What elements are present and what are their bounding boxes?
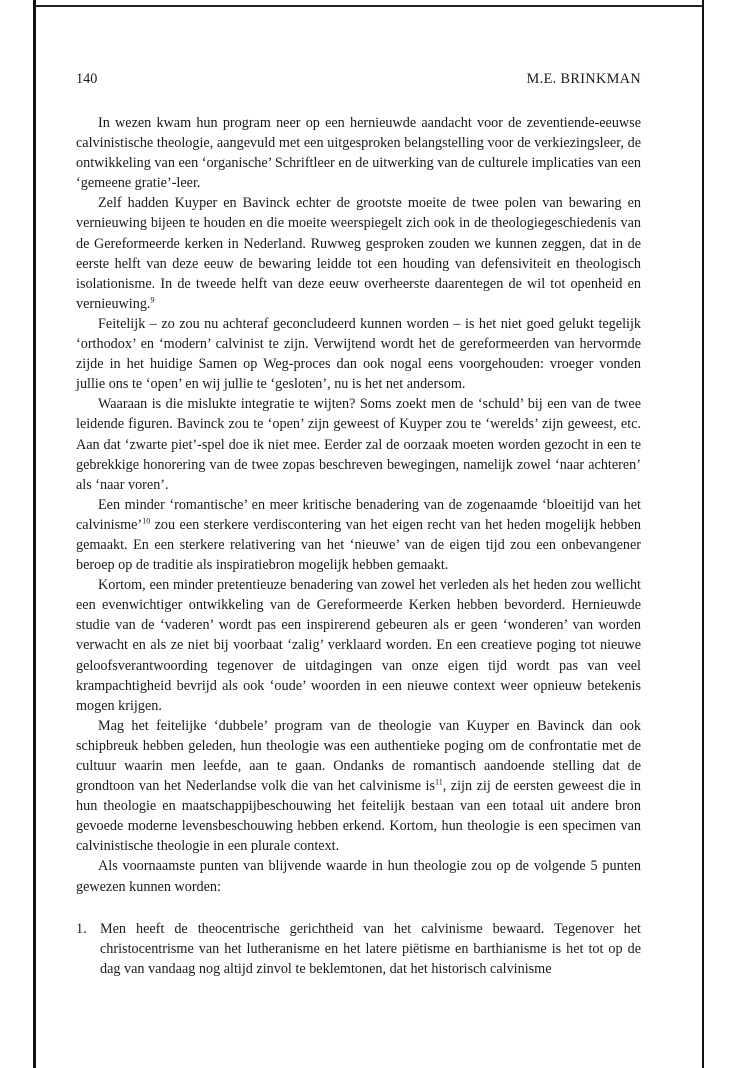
- paragraph: Als voornaamste punten van blijvende waarde in hun theologie zou op de volgende 5 punten gewezen kunnen worden:: [76, 858, 641, 895]
- footnote-marker[interactable]: 10: [142, 516, 151, 526]
- running-head: M.E. BRINKMAN: [526, 71, 641, 87]
- paragraph: Een minder ‘romantische’ en meer kritische benadering van de zogenaamde ‘bloeitijd van het calvinisme’$^{10}$ zou een sterkere verdiscontering van het eigen recht van het heden mogelijk hebben gemaakt. En een sterkere relativering van het ‘nieuwe’ van de eigen tijd zou een onbevangener beroep op de traditie als inspiratiebron mogelijk hebben gemaakt.: [76, 496, 641, 574]
- footnote-marker[interactable]: 11: [435, 777, 443, 787]
- paragraph: Kortom, een minder pretentieuze benadering van zowel het verleden als het heden zou wellicht een evenwichtiger ontwikkeling van de Gereformeerde Kerken hebben bevorderd. Hernieuwde studie van de ‘vaderen’ wordt pas een inspirerend gebeuren als er geen ‘wonderen’ van worden verwacht en als ze niet bij voorbaat ‘zalig’ verklaard worden. En een creatieve poging tot nieuwe geloofsverantwoording tegenover de uitdagingen van onze eigen tijd wordt pas van veel krampachtigheid bevrijd als ook ‘oude’ woorden in een nieuwe context weer opnieuw betekenis mogen krijgen.: [76, 577, 641, 714]
- page-number: 140: [76, 71, 98, 87]
- footnote-marker[interactable]: 9: [150, 295, 155, 305]
- paragraph: Feitelijk – zo zou nu achteraf geconcludeerd kunnen worden – is het niet goed gelukt tegelijk ‘orthodox’ en ‘modern’ calvinist te zijn. Verwijtend wordt het de gereformeerden van hervormde zijde in het huidige Samen op Weg-proces dan ook nogal eens voorgehouden: vroeger vonden jullie ons te ‘open’ en wij jullie te ‘gesloten’, nu is het net andersom.: [76, 315, 641, 393]
- numbered-list-item: [76, 919, 641, 979]
- list-item-text: Men heeft de theocentrische gerichtheid van het calvinisme bewaard. Tegenover het christocentrisme van het lutheranisme en het latere piëtisme en barthianisme is het tot op de dag van vandaag nog altijd zinvol te beklemtonen, dat het historisch calvinisme: [100, 920, 641, 977]
- body-text: [76, 113, 641, 979]
- list-number: 1.: [76, 920, 87, 937]
- paragraph: Waaraan is die mislukte integratie te wijten? Soms zoekt men de ‘schuld’ bij een van de twee leidende figuren. Bavinck zou te ‘open’ zijn geweest of Kuyper zou te ‘werelds’ zijn geweest, etc. Aan dat ‘zwarte piet’-spel doe ik niet mee. Eerder zal de oorzaak moeten worden gezocht in een te gebrekkige honorering van de twee zopas beschreven bewegingen, namelijk zowel ‘naar achteren’ als ‘naar voren’.: [76, 396, 641, 493]
- scan-border-left: [33, 0, 36, 1068]
- paragraph: Zelf hadden Kuyper en Bavinck echter de grootste moeite de twee polen van bewaring en vernieuwing bijeen te houden en die moeite weerspiegelt zich ook in de theologiegeschiedenis van de Gereformeerde kerken in Nederland. Ruwweg gesproken zouden we kunnen zeggen, dat in de eerste helft van deze eeuw de bewaring leidde tot een houding van defensiviteit en theologisch isolationisme. In de tweede helft van deze eeuw overheerste daarentegen de wil tot openheid en vernieuwing.$^9$: [76, 195, 641, 312]
- paragraph: Mag het feitelijke ‘dubbele’ program van de theologie van Kuyper en Bavinck dan ook schipbreuk hebben geleden, hun theologie was een authentieke poging om de confrontatie met de cultuur waarin men leefde, aan te gaan. Ondanks de romantisch aandoende stelling dat de grondtoon van het Nederlandse volk die van het calvinisme $is^{11}$, zijn zij de eersten geweest die in hun theologie en maatschappijbeschouwing het feitelijk bestaan van een totaal uit andere bron gevoede moderne levensbeschouwing hebben erkend. Kortom, hun theologie is een specimen van calvinistische theologie in een plurale context.: [76, 717, 641, 855]
- page-header: [76, 70, 641, 88]
- paragraph: In wezen kwam hun program neer op een hernieuwde aandacht voor de zeventiende-eeuwse calvinistische theologie, aangevuld met een uitgesproken belangstelling voor de verkiezingsleer, de ontwikkeling van een ‘organische’ Schriftleer en de uitwerking van de culturele implicaties van een ‘gemeene gratie’-leer.: [76, 115, 641, 192]
- scan-border-right: [702, 0, 704, 1068]
- scan-border-top: [33, 5, 704, 7]
